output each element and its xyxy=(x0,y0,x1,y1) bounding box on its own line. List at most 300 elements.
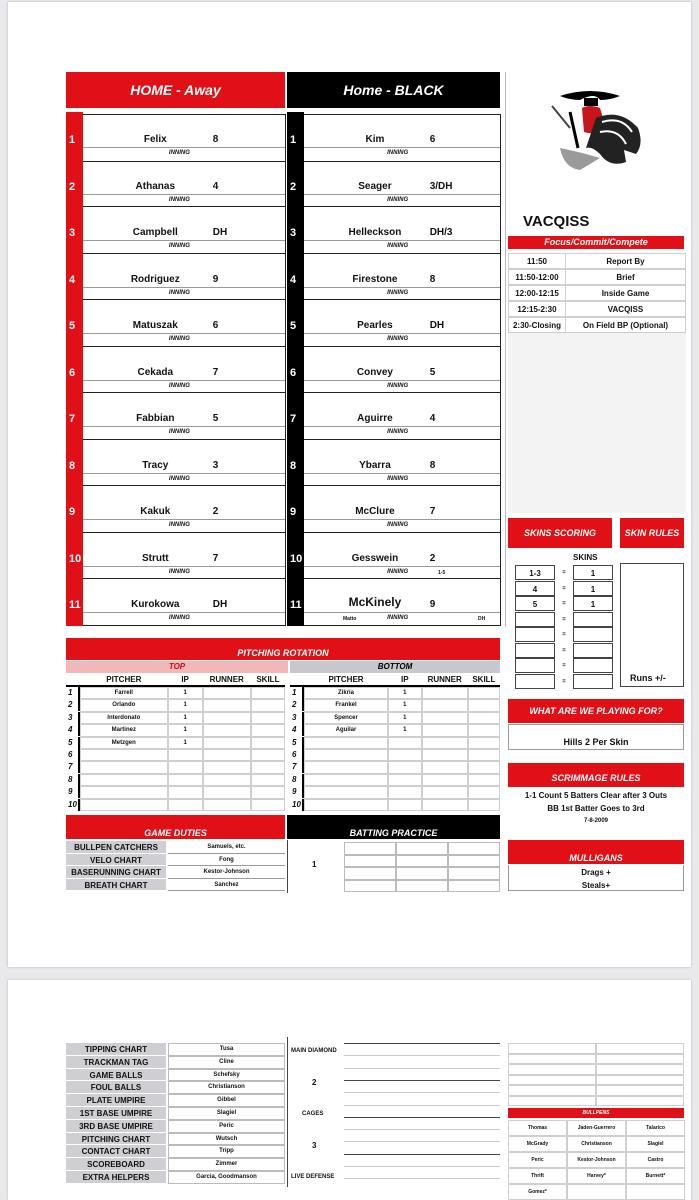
player-position: 2 xyxy=(429,552,436,564)
right-grid-cell xyxy=(596,1054,684,1065)
player-position: 5 xyxy=(429,366,436,378)
lineup-number: 7 xyxy=(290,413,297,425)
row10-note: 1-5 xyxy=(438,570,446,576)
skin-value-cell xyxy=(573,643,613,658)
lineup-number: 9 xyxy=(69,506,76,518)
inning-label: INNING xyxy=(168,382,190,389)
bullpen-pitcher: Christianson xyxy=(581,1141,612,1147)
pitching-cell xyxy=(304,799,388,811)
pitching-cell xyxy=(168,774,203,786)
lineup-number: 1 xyxy=(69,134,76,146)
duty-label: BASERUNNING CHART xyxy=(71,868,161,878)
pitching-cell xyxy=(251,724,285,736)
skin-value-cell xyxy=(573,658,613,673)
bp-line xyxy=(344,1105,500,1106)
bp-line xyxy=(344,1043,500,1044)
duty-assignee: Samuels, etc. xyxy=(207,844,246,850)
bp-cell xyxy=(396,842,448,855)
lineup-row xyxy=(83,114,286,162)
right-grid-cell xyxy=(508,1075,596,1086)
bp-line xyxy=(344,1141,500,1142)
pitching-cell xyxy=(304,749,388,761)
scrimmage-label: SCRIMMAGE RULES xyxy=(508,763,684,787)
mulligans-box xyxy=(508,865,684,891)
pitcher-name: Aguilar xyxy=(335,727,357,734)
player-position: 2 xyxy=(212,506,219,517)
pitching-row-number: 3 xyxy=(292,712,297,722)
pitching-cell xyxy=(388,761,422,773)
lineup-number: 10 xyxy=(69,552,82,565)
bp-line xyxy=(344,1129,500,1130)
pitcher-name: Metzgen xyxy=(111,739,136,746)
pitcher-name: Zikria xyxy=(337,690,354,696)
inning-label: INNING xyxy=(387,382,409,389)
bp-cell xyxy=(344,880,396,893)
skin-equals: = xyxy=(562,616,566,623)
lineup-row xyxy=(304,347,501,394)
pitching-cell xyxy=(251,761,285,773)
duty-label: PITCHING CHART xyxy=(81,1134,151,1144)
inning-label: INNING xyxy=(387,615,409,621)
pitching-cell xyxy=(168,749,203,761)
pitching-cell xyxy=(203,724,251,736)
pitching-row-number: 9 xyxy=(68,787,73,797)
pitching-cell xyxy=(468,687,500,699)
player-position: 3/DH xyxy=(429,180,453,192)
pitching-cell xyxy=(251,712,285,724)
inning-label: INNING xyxy=(387,150,409,156)
skin-value: 1 xyxy=(590,569,596,578)
player-name: Strutt xyxy=(141,552,169,564)
duty-label: CONTACT CHART xyxy=(81,1147,151,1157)
pitching-cell xyxy=(468,799,500,811)
inning-label: INNING xyxy=(387,196,409,203)
pitching-cell xyxy=(168,786,203,798)
bp-line xyxy=(344,1055,500,1056)
bp-cell xyxy=(448,880,500,893)
player-name: McClure xyxy=(355,506,395,517)
skin-equals: = xyxy=(562,678,566,685)
runs-label: Runs +/- xyxy=(630,673,666,683)
pitching-cell xyxy=(203,799,251,811)
pitcher-name: Farrell xyxy=(114,690,133,696)
duty-assignee: Slagiel xyxy=(216,1110,237,1116)
pitcher-ip: 1 xyxy=(183,727,187,734)
right-grid-cell xyxy=(508,1085,596,1096)
bullpen-pitcher: Burnett* xyxy=(645,1173,666,1179)
pitching-cell xyxy=(80,786,168,798)
pitching-cell xyxy=(422,786,468,798)
player-name: Ybarra xyxy=(359,459,391,471)
bp-cell xyxy=(396,880,448,893)
duty-label: FOUL BALLS xyxy=(90,1083,142,1093)
player-name: Felix xyxy=(143,134,167,145)
player-name: Campbell xyxy=(132,227,178,238)
inning-label: INNING xyxy=(168,196,190,203)
inning-label: INNING xyxy=(168,289,190,296)
lineup-row xyxy=(304,114,501,162)
pitching-cell xyxy=(168,799,203,811)
pitcher-ip: 1 xyxy=(183,714,187,721)
player-name: Tracy xyxy=(142,459,169,471)
playing-for-value: Hills 2 Per Skin xyxy=(563,737,629,747)
pitcher-name: Interdonato xyxy=(107,714,141,721)
lineup-row xyxy=(304,254,501,301)
skin-range: 1-3 xyxy=(529,569,541,578)
player-position: 9 xyxy=(212,273,219,285)
live-defense-label: LIVE DEFENSE xyxy=(291,1174,335,1180)
right-grid-cell xyxy=(508,1043,596,1054)
player-position: DH xyxy=(429,320,445,331)
skin-range-cell xyxy=(515,627,555,642)
bullpen-pitcher: Gomez* xyxy=(528,1189,547,1195)
lineup-row xyxy=(83,347,286,394)
player-name: Aguirre xyxy=(357,413,393,424)
lineup-number: 8 xyxy=(290,459,297,472)
bp-line xyxy=(344,1178,500,1179)
right-grid-cell xyxy=(596,1043,684,1054)
inning-label: INNING xyxy=(387,429,409,435)
pitching-cell xyxy=(422,799,468,811)
player-position: 8 xyxy=(429,459,436,471)
inning-label: INNING xyxy=(168,475,190,482)
pitching-cell xyxy=(422,712,468,724)
duty-label: BREATH CHART xyxy=(84,880,148,890)
duty-assignee: Christianson xyxy=(208,1084,245,1091)
duty-assignee: Gibbel xyxy=(217,1097,236,1104)
lineup-row xyxy=(304,486,501,533)
inning-label: INNING xyxy=(387,475,409,482)
inning-label: INNING xyxy=(168,150,190,156)
player-position: 3 xyxy=(212,459,219,471)
player-position: DH xyxy=(212,599,228,610)
top-label: TOP xyxy=(66,661,288,673)
pitching-row-number: 8 xyxy=(68,774,73,784)
pitching-header: RUNNER xyxy=(427,675,462,684)
player-name: McKinely xyxy=(348,595,402,609)
pitching-cell xyxy=(80,774,168,786)
duty-assignee: Tusa xyxy=(219,1046,234,1052)
player-position: DH/3 xyxy=(429,227,453,238)
player-name: Seager xyxy=(358,180,392,192)
bottom-label: BOTTOM xyxy=(290,661,500,673)
pitching-cell xyxy=(203,737,251,749)
pitcher-ip: 1 xyxy=(403,714,407,721)
bullpen-pitcher: Talarico xyxy=(646,1125,665,1131)
pitching-cell xyxy=(468,786,500,798)
schedule-event: VACQISS xyxy=(607,305,644,314)
batting-practice-title: BATTING PRACTICE xyxy=(287,815,500,839)
bp-group-3: 3 xyxy=(312,1141,317,1150)
pitching-row-number: 10 xyxy=(292,799,301,809)
pitching-cell xyxy=(304,761,388,773)
bp-line xyxy=(344,1166,500,1167)
skin-equals: = xyxy=(562,632,566,638)
pitching-cell xyxy=(422,724,468,736)
bp-cell xyxy=(396,855,448,868)
pitching-cell xyxy=(468,761,500,773)
duty-label: PLATE UMPIRE xyxy=(86,1096,146,1106)
duty-assignee: Peric xyxy=(219,1122,234,1129)
skins-header: SKINS xyxy=(573,553,598,562)
bp-line xyxy=(344,1154,500,1155)
main-diamond-label: MAIN DIAMOND xyxy=(291,1048,337,1054)
pitching-row-number: 10 xyxy=(68,799,77,809)
bullpen-pitcher: McGrady xyxy=(526,1141,549,1147)
schedule-time: 12:00-12:15 xyxy=(515,289,559,298)
lineup-number: 11 xyxy=(69,599,81,611)
pitching-cell xyxy=(468,712,500,724)
bp-cell xyxy=(396,867,448,880)
pitching-cell xyxy=(468,699,500,711)
right-grid-cell xyxy=(596,1075,684,1086)
skin-range-cell xyxy=(515,674,555,689)
bullpen-cell xyxy=(626,1184,685,1200)
player-name: Fabbian xyxy=(136,413,175,424)
lineup-row xyxy=(83,254,286,301)
lineup-number: 5 xyxy=(69,320,76,332)
pitching-cell xyxy=(251,774,285,786)
pitching-cell xyxy=(251,786,285,798)
lineup-row xyxy=(83,579,286,626)
inning-label: INNING xyxy=(168,568,190,575)
pitching-cell xyxy=(468,774,500,786)
player-name: Matuszak xyxy=(132,320,178,331)
pitching-cell xyxy=(304,786,388,798)
player-position: 5 xyxy=(212,413,219,424)
pitching-cell xyxy=(251,799,285,811)
lineup-number: 2 xyxy=(290,180,297,193)
lineup-number: 3 xyxy=(290,227,297,239)
pitching-row-number: 1 xyxy=(68,688,73,697)
scrimmage-line1: 1-1 Count 5 Batters Clear after 3 Outs xyxy=(524,791,668,800)
pitching-cell xyxy=(251,749,285,761)
pitching-row-number: 9 xyxy=(292,787,297,797)
duty-assignee: Kestor-Johnson xyxy=(203,869,250,876)
pitching-cell xyxy=(388,749,422,761)
pitching-row-number: 7 xyxy=(292,762,297,772)
bp-line xyxy=(344,1117,500,1118)
lineup-number: 4 xyxy=(290,273,297,286)
schedule-time: 11:50 xyxy=(526,257,548,266)
pitcher-ip: 1 xyxy=(403,727,407,734)
lineup-number: 5 xyxy=(290,320,297,332)
schedule-time: 12:15-2:30 xyxy=(517,305,557,314)
lineup-row xyxy=(83,440,286,487)
pitching-cell xyxy=(251,687,285,699)
pitching-header: PITCHER xyxy=(328,675,364,684)
duty-label: BULLPEN CATCHERS xyxy=(74,843,158,852)
schedule-time: 11:50-12:00 xyxy=(515,273,559,282)
bullpen-pitcher: Castro xyxy=(647,1157,664,1163)
pitcher-ip: 1 xyxy=(183,690,187,696)
bp-cell xyxy=(344,842,396,855)
duty-assignee: Wutsch xyxy=(215,1135,238,1142)
pitching-cell xyxy=(168,761,203,773)
pitching-cell xyxy=(251,737,285,749)
pitching-row-number: 2 xyxy=(292,700,297,710)
lineup-number: 1 xyxy=(290,134,297,146)
skin-equals: = xyxy=(562,585,566,592)
skin-equals: = xyxy=(562,647,566,654)
pitching-cell xyxy=(203,749,251,761)
skin-rules-box xyxy=(620,563,684,687)
right-grid-cell xyxy=(508,1054,596,1065)
skin-value-cell xyxy=(573,674,613,689)
lineup-number: 11 xyxy=(290,599,302,611)
duty-label: SCOREBOARD xyxy=(87,1160,145,1170)
skin-range: 4 xyxy=(532,584,538,594)
schedule-event: On Field BP (Optional) xyxy=(582,321,669,330)
pitching-cell xyxy=(422,687,468,699)
schedule-event: Brief xyxy=(616,273,635,282)
player-position: 7 xyxy=(429,506,436,517)
lineup-row xyxy=(83,300,286,347)
lineup-number: 6 xyxy=(290,366,297,379)
pitching-cell xyxy=(468,724,500,736)
player-name: Athanas xyxy=(135,180,175,192)
inning-label: INNING xyxy=(387,336,409,342)
player-position: 4 xyxy=(429,413,436,424)
skin-equals: = xyxy=(562,663,566,669)
bullpen-pitcher: Harvey* xyxy=(587,1173,606,1179)
skin-equals: = xyxy=(562,601,566,607)
pitcher-ip: 1 xyxy=(403,690,407,696)
playing-for-label: WHAT ARE WE PLAYING FOR? xyxy=(508,699,684,723)
bullpen-cell xyxy=(567,1184,626,1200)
skin-range-cell xyxy=(515,643,555,658)
home-away-header: HOME - Away xyxy=(66,72,285,108)
pitching-header: IP xyxy=(181,675,189,684)
pitching-cell xyxy=(80,761,168,773)
pitching-cell xyxy=(304,774,388,786)
bp-cell xyxy=(448,855,500,868)
cages-label: CAGES xyxy=(302,1111,324,1117)
batting-practice-group: 1 xyxy=(312,860,317,869)
pitching-cell xyxy=(203,761,251,773)
pitching-row-number: 4 xyxy=(292,725,297,735)
scrimmage-date: 7-8-2009 xyxy=(583,818,609,824)
inning-label: INNING xyxy=(387,568,409,575)
pitching-cell xyxy=(468,749,500,761)
pitcher-ip: 1 xyxy=(403,702,407,709)
pitching-row-number: 2 xyxy=(68,700,73,710)
playing-for-box xyxy=(508,724,684,750)
player-position: 8 xyxy=(212,134,219,145)
duty-label: 1ST BASE UMPIRE xyxy=(79,1109,153,1118)
skin-value: 1 xyxy=(590,584,596,594)
lineup-row xyxy=(304,161,501,208)
sheet-page-2 xyxy=(8,980,691,1200)
bullpen-pitcher: Peric xyxy=(531,1157,544,1163)
pitching-cell xyxy=(422,737,468,749)
skin-value-cell xyxy=(573,612,613,627)
lineup-number: 9 xyxy=(290,506,297,518)
pitching-cell xyxy=(203,774,251,786)
player-position: 8 xyxy=(429,273,436,285)
bullpen-pitcher: Slagiel xyxy=(647,1141,664,1147)
game-duties-title: GAME DUTIES xyxy=(66,815,285,839)
mulligans-label: MULLIGANS xyxy=(508,840,684,864)
duty-label: 3RD BASE UMPIRE xyxy=(79,1121,153,1131)
lineup-number: 3 xyxy=(69,227,76,239)
bp-cell xyxy=(448,867,500,880)
row11-note-right: DH xyxy=(478,616,486,622)
bullpen-pitcher: Jaden-Guerrero xyxy=(577,1125,616,1131)
pitching-cell xyxy=(422,761,468,773)
pitching-row-number: 6 xyxy=(292,750,297,759)
player-position: DH xyxy=(212,227,228,238)
pitching-row-number: 4 xyxy=(68,725,73,735)
scrimmage-line2: BB 1st Batter Goes to 3rd xyxy=(547,804,645,813)
bp-cell xyxy=(448,842,500,855)
inning-label: INNING xyxy=(387,289,409,296)
lineup-row xyxy=(304,533,501,580)
pitching-cell xyxy=(203,699,251,711)
player-name: Convey xyxy=(356,366,393,378)
player-name: Cekada xyxy=(137,366,174,378)
pitcher-name: Spencer xyxy=(334,714,358,721)
lineup-number: 10 xyxy=(290,552,303,565)
lineup-number: 6 xyxy=(69,366,76,379)
player-name: Firestone xyxy=(352,273,398,285)
bullpens-label: BULLPENS xyxy=(508,1108,684,1118)
right-grid-cell xyxy=(508,1096,596,1107)
duty-label: GAME BALLS xyxy=(89,1070,143,1080)
inning-label: INNING xyxy=(168,522,190,528)
pitching-header: SKILL xyxy=(472,675,496,684)
pitching-row-number: 5 xyxy=(292,737,297,747)
skin-range-cell xyxy=(515,612,555,627)
inning-label: INNING xyxy=(168,615,190,621)
pitching-cell xyxy=(251,699,285,711)
duty-label: TIPPING CHART xyxy=(84,1045,148,1054)
pitching-cell xyxy=(422,699,468,711)
sheet-page-1 xyxy=(8,2,691,967)
skin-range-cell xyxy=(515,658,555,673)
bullpen-pitcher: Thrift xyxy=(531,1173,544,1179)
pitching-cell xyxy=(388,774,422,786)
player-position: 7 xyxy=(212,552,219,564)
player-name: Gesswein xyxy=(351,552,399,564)
duty-assignee: Cline xyxy=(219,1058,234,1065)
schedule-filler xyxy=(508,332,686,513)
pitching-cell xyxy=(203,687,251,699)
pitching-cell xyxy=(422,774,468,786)
bullpen-pitcher: Thomas xyxy=(527,1125,548,1131)
bp-line xyxy=(344,1092,500,1093)
duty-label: TRACKMAN TAG xyxy=(83,1057,149,1067)
pitcher-name: Frankel xyxy=(335,702,357,709)
pitching-row-number: 7 xyxy=(68,762,73,772)
bullpen-pitcher: Kestor-Johnson xyxy=(577,1157,616,1163)
duty-assignee: Tripp xyxy=(219,1148,234,1155)
pitching-cell xyxy=(203,712,251,724)
lineup-number: 4 xyxy=(69,273,76,286)
pitching-cell xyxy=(468,737,500,749)
skin-equals: = xyxy=(562,570,566,576)
pitching-header: PITCHER xyxy=(106,675,142,684)
schedule-event: Inside Game xyxy=(601,289,650,298)
duty-assignee: Zimmer xyxy=(215,1161,238,1168)
right-grid-cell xyxy=(596,1064,684,1075)
duty-label: VELO CHART xyxy=(90,855,142,865)
inning-label: INNING xyxy=(168,429,190,435)
pitching-header: RUNNER xyxy=(209,675,244,684)
pitching-header: IP xyxy=(401,675,409,684)
pitching-cell xyxy=(203,786,251,798)
duty-assignee: Sanchez xyxy=(214,881,239,888)
